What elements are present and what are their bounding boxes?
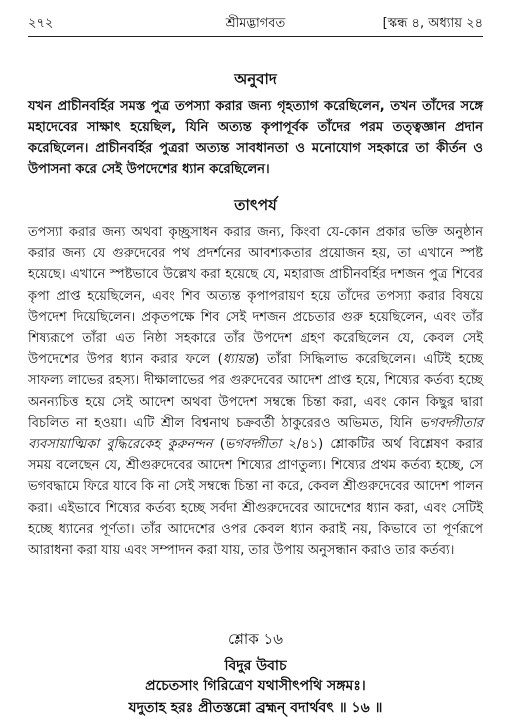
header-rule — [28, 36, 483, 37]
verse-line-1: প্রচেতসাং গিরিত্রেণ যথাসীৎপথি সঙ্গমঃ। — [145, 678, 366, 694]
purport-italic-1: ধ্যায়ন্ত — [222, 352, 255, 368]
purport-part-1: তপস্যা করার জন্য অথবা কৃচ্ছ্রসাধন করার জন্য, কিংবা যে-কোন প্রকার ভক্তি অনুষ্ঠান করার জন্য যে গুরুদেবের পথ প্রদর্শনের আবশ্যকতার প্রয়োজন হয়, তা এখানে স্পষ্ট হয়েছে। এখানে স্পষ্টভাবে উল্লেখ করা হয়েছে যে, মহারাজ প্রাচীনবর্হির দশজন পুত্র শিবের কৃপা প্রাপ্ত হয়েছিলেন, এবং শিব অত্যন্ত কৃপাপরায়ণ হয়ে তাঁদের তপস্যা করার বিষয়ে উপদেশ দিয়েছিলেন। প্রকৃতপক্ষে শিব সেই দশজন প্রচেতার গুরু হয়েছিলেন, এবং তাঁর শিষ্যরূপে তাঁরা এত নিষ্ঠা সহকারে তাঁর উপদেশ গ্রহণ করেছিলেন যে, কেবল সেই উপদেশের উপর ধ্যান করার ফলে ( — [28, 225, 483, 368]
purport-part-3: ( — [212, 437, 225, 453]
purport-text — [28, 222, 483, 561]
purport-italic-3: ভগবদ্গীতা — [224, 437, 282, 453]
chapter-reference: [স্কন্ধ ৪, অধ্যায় ২৪ — [382, 16, 483, 31]
verse-line-2: যদুতাহ হরঃ প্রীতস্তন্নো ব্রহ্মন্ বদার্থবৎ ॥ ১৬ ॥ — [128, 700, 383, 716]
translation-text: যখন প্রাচীনবর্হির সমস্ত পুত্র তপস্যা করার জন্য গৃহত্যাগ করেছিলেন, তখন তাঁদের সঙ্গে মহাদেবের সাক্ষাৎ হয়েছিল, যিনি অত্যন্ত কৃপাপূর্বক তাঁদের পরম তত্ত্বজ্ঞান প্রদান করেছিলেন। প্রাচীনবর্হির পুত্ররা অত্যন্ত সাবধানতা ও মনোযোগ সহকারে তা কীর্তন ও উপাসনা করে সেই উপদেশের ধ্যান করেছিলেন। — [28, 99, 483, 177]
translation-heading: অনুবাদ — [234, 70, 277, 88]
purport-part-4: ২/৪১) শ্লোকটির অর্থ বিশ্লেষণ করার সময় বলেছেন যে, শ্রীগুরুদেবের আদেশ শিষ্যের প্রাণতুল্য। শিষ্যের প্রথম কর্তব্য হচ্ছে, সে ভগবদ্ধামে ফিরে যাবে কি না সেই সম্বন্ধে চিন্তা না করে, কেবল শ্রীগুরুদেবের আদেশ পালন করা। এইভাবে শিষ্যের কর্তব্য হচ্ছে সর্বদা শ্রীগুরুদেবের আদেশের ধ্যান করা, এবং সেটিই হচ্ছে ধ্যানের পূর্ণতা। তাঁর আদেশের ওপর কেবল ধ্যান করাই নয়, কিভাবে তা পূর্ণরূপে আরাধনা করা যায় এবং সম্পাদন করা যায়, তার উপায় অনুসন্ধান করাও তার কর্তব্য। — [28, 437, 483, 559]
verse-lines — [28, 675, 483, 719]
book-title: শ্রীমদ্ভাগবত — [225, 16, 286, 31]
verse-number: শ্লোক ১৬ — [228, 630, 283, 648]
purport-part-2: ) তাঁরা সিদ্ধিলাভ করেছিলেন। এটিই হচ্ছে সাফল্য লাভের রহস্য। দীক্ষালাভের পর গুরুদেবের আদেশ প্রাপ্ত হয়ে, শিষ্যের কর্তব্য হচ্ছে অনন্যচিত্ত হয়ে সেই আদেশ অথবা উপদেশ সম্বন্ধে চিন্তা করা, এবং কোন কিছুর দ্বারা বিচলিত না হওয়া। এটি শ্রীল বিশ্বনাথ চক্রবর্তী ঠাকুরেরও অভিমত, যিনি — [28, 352, 483, 431]
purport-italic-2: ভগবদ্গীতার ব্যবসায়াত্মিকা বুদ্ধিরেকেহ কুরুনন্দন — [28, 415, 483, 453]
verse-speaker: বিদুর উবাচ — [224, 658, 287, 674]
purport-heading: তাৎপর্য — [234, 196, 277, 214]
page-number: ২৭২ — [28, 16, 54, 31]
running-header — [28, 14, 483, 34]
